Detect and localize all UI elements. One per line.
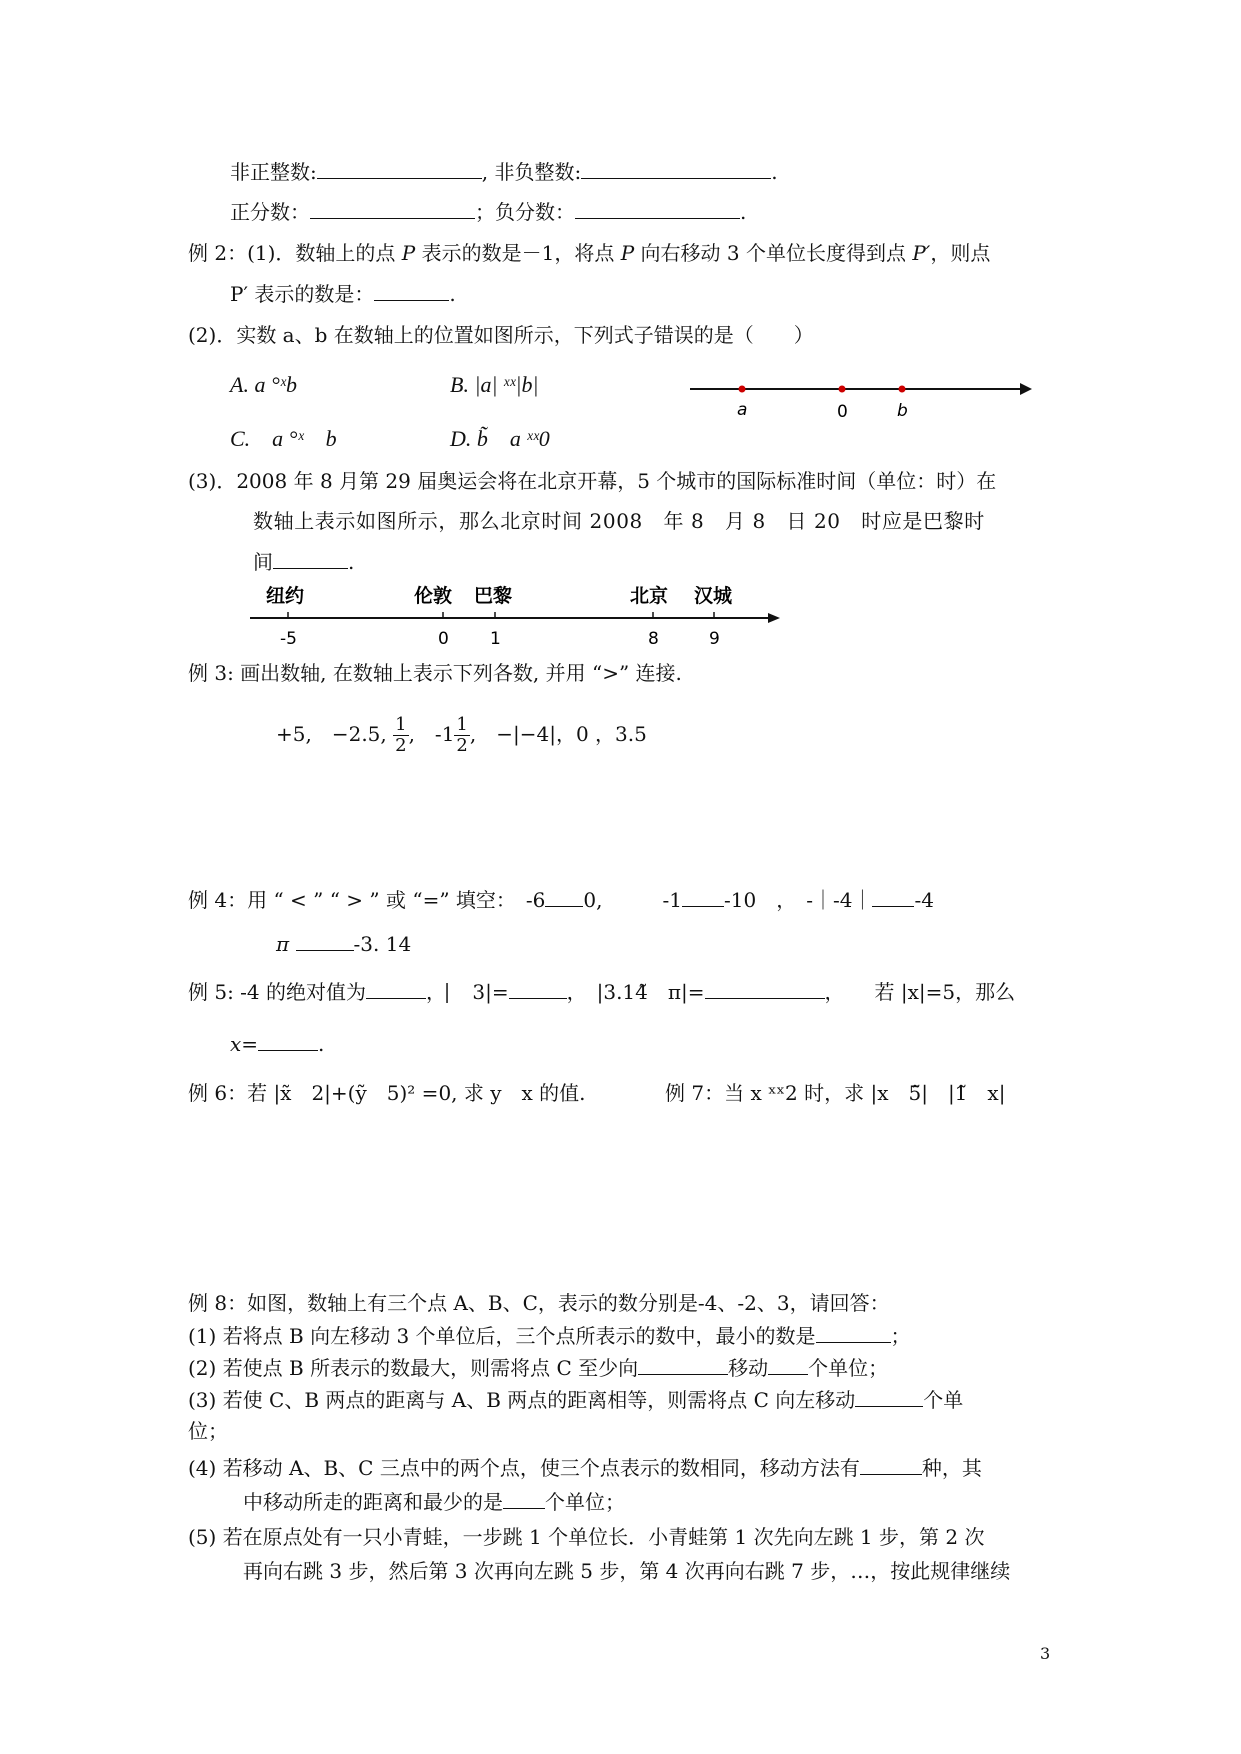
blank[interactable]: [366, 978, 426, 999]
point-0: [839, 386, 846, 393]
point-b: [899, 386, 906, 393]
label-zero: 0: [837, 402, 848, 422]
label-nonnegative: , 非负整数:: [481, 160, 582, 184]
arrow-icon: [1020, 383, 1032, 395]
text: 例 2：(1)．数轴上的点: [188, 241, 396, 265]
var-p: P: [401, 241, 416, 265]
option-b: B. |a| ˣˣ|b|: [450, 372, 539, 397]
example-2-part-3-cont2: [253, 548, 354, 575]
text: ；: [890, 1324, 911, 1348]
period: .: [348, 550, 355, 574]
blank[interactable]: [374, 280, 449, 301]
text: 间: [253, 550, 273, 574]
label-nonpositive: 非正整数:: [230, 160, 317, 184]
pi-symbol: π: [276, 932, 290, 956]
example-2-part-3-cont: [253, 508, 985, 534]
var-p-prime: P′: [912, 241, 931, 265]
example-8-part-1: [188, 1322, 911, 1349]
text: 种，其: [921, 1456, 982, 1480]
blank[interactable]: [682, 886, 724, 907]
text: 表示的数是－1，将点: [421, 241, 615, 265]
line-fractions: [230, 198, 746, 225]
text: -4: [914, 888, 934, 912]
blank[interactable]: [503, 1488, 545, 1509]
fraction-numerator: 1: [395, 714, 407, 735]
value-new-york: -5: [280, 629, 297, 649]
example-2-part-1-cont: [230, 280, 456, 307]
city-beijing: 北京: [630, 585, 669, 607]
blank[interactable]: [638, 1354, 728, 1375]
text: 0, -1: [583, 888, 682, 912]
value-london: 0: [438, 629, 449, 649]
example-2-part-3: [188, 468, 996, 494]
text: , -1: [408, 722, 455, 746]
blank[interactable]: [258, 1030, 318, 1051]
text: 数轴上表示如图所示，那么北京时间 2008 年 8 月 8 日 20 时应是巴黎时: [253, 509, 985, 533]
example-2-part-1: [188, 240, 990, 266]
example-8-part-3-cont: [188, 1418, 228, 1444]
blank[interactable]: [575, 198, 740, 219]
text: 向右移动 3 个单位长度得到点: [640, 241, 906, 265]
text: 位；: [188, 1419, 228, 1443]
example-8-part-4: [188, 1454, 982, 1481]
blank[interactable]: [509, 978, 567, 999]
city-new-york: 纽约: [266, 585, 305, 607]
blank[interactable]: [855, 1386, 923, 1407]
label-positive-fraction: 正分数：: [230, 200, 310, 224]
text: (1) 若将点 B 向左移动 3 个单位后，三个点所表示的数中，最小的数是: [188, 1324, 816, 1348]
text: 移动: [728, 1356, 769, 1380]
example-8-part-4-cont: [243, 1488, 625, 1515]
example-8-part-3: [188, 1386, 963, 1413]
example-6: [188, 1080, 586, 1106]
text: 例 4：用 “ < ” “ > ” 或 “=” 填空： -6: [188, 888, 546, 912]
blank[interactable]: [310, 198, 475, 219]
text: P′ 表示的数是：: [230, 282, 375, 306]
text: (2) 若使点 B 所表示的数最大，则需将点 C 至少向: [188, 1356, 639, 1380]
text: -3. 14: [353, 932, 412, 956]
label-b: b: [897, 401, 908, 421]
text: (4) 若移动 A、B、C 三点中的两个点，使三个点表示的数相同，移动方法有: [188, 1456, 860, 1480]
example-7: [665, 1080, 1005, 1106]
blank[interactable]: [705, 978, 825, 999]
period: .: [449, 282, 456, 306]
number-line-cities: [250, 578, 790, 658]
number-line-ab: [690, 375, 1035, 425]
city-paris: 巴黎: [474, 585, 513, 607]
text: 例 7：当 x ˣˣ2 时，求 |x 5̃| |1̃ x|: [665, 1081, 1006, 1105]
fraction-denominator: 2: [456, 735, 468, 756]
text: 再向右跳 3 步，然后第 3 次再向左跳 5 步，第 4 次再向右跳 7 步，…，按此规律继续: [243, 1559, 1011, 1583]
example-5: [188, 978, 1015, 1005]
question-text: (2)．实数 a、b 在数轴上的位置如图所示，下列式子错误的是（ ）: [188, 323, 814, 347]
blank[interactable]: [872, 886, 914, 907]
example-4-cont: [276, 930, 411, 957]
value-beijing: 8: [648, 629, 659, 649]
fraction-half: [393, 715, 408, 756]
example-3-numbers: [276, 712, 647, 756]
text: x=: [230, 1032, 259, 1056]
blank[interactable]: [296, 930, 354, 951]
city-seoul: 汉城: [694, 585, 733, 607]
text: 例 3: 画出数轴, 在数轴上表示下列各数, 并用 “>” 连接.: [188, 661, 682, 685]
page-number: 3: [1040, 1644, 1051, 1663]
text: (5) 若在原点处有一只小青蛙，一步跳 1 个单位长．小青蛙第 1 次先向左跳 1 步，第 2 次: [188, 1525, 985, 1549]
text: 个单位；: [808, 1356, 889, 1380]
text: , −|−4|，0 ，3.5: [469, 722, 647, 746]
fraction-half: [454, 715, 469, 756]
line-nonpositive-integers: [230, 158, 778, 185]
text: ，⎸ 3|=: [426, 980, 509, 1004]
city-london: 伦敦: [414, 585, 453, 607]
option-c: C. a °ˣ b: [230, 426, 337, 451]
label-a: a: [737, 400, 748, 420]
option-d: D. b̃ a ˣˣ0: [450, 426, 550, 451]
text: (3) 若使 C、B 两点的距离与 A、B 两点的距离相等，则需将点 C 向左移动: [188, 1388, 856, 1412]
point-a: [739, 386, 746, 393]
text: +5, −2.5,: [276, 722, 387, 746]
period: .: [740, 200, 747, 224]
text: 例 8：如图，数轴上有三个点 A、B、C，表示的数分别是-4、-2、3，请回答：: [188, 1291, 890, 1315]
period: .: [318, 1032, 325, 1056]
value-seoul: 9: [709, 629, 720, 649]
text: (3)．2008 年 8 月第 29 届奥运会将在北京开幕，5 个城市的国际标准时间（单位：时）在: [188, 469, 997, 493]
blank[interactable]: [816, 1322, 891, 1343]
text: 中移动所走的距离和最少的是: [243, 1490, 503, 1514]
example-2-part-2: [188, 322, 814, 348]
example-8-part-5: [188, 1524, 984, 1550]
label-negative-fraction: ；负分数：: [475, 200, 575, 224]
blank[interactable]: [581, 158, 771, 179]
blank[interactable]: [860, 1454, 922, 1475]
text: ，则点: [930, 241, 991, 265]
blank[interactable]: [545, 886, 583, 907]
fraction-numerator: 1: [456, 714, 468, 735]
text: 个单位；: [545, 1490, 625, 1514]
example-4: [188, 886, 934, 913]
example-5-cont: [230, 1030, 324, 1057]
text: ， |3.14̃ π|=: [566, 980, 705, 1004]
example-3: [188, 660, 682, 686]
arrow-icon: [768, 613, 780, 623]
blank[interactable]: [768, 1354, 808, 1375]
example-8-part-2: [188, 1354, 888, 1381]
text: -10 ， -｜-4｜: [723, 888, 873, 912]
blank[interactable]: [317, 158, 482, 179]
option-a: A. a °ˣb: [230, 372, 297, 397]
text: 例 6：若 |x̃ 2|+(ỹ 5)² =0, 求 y x 的值.: [188, 1081, 586, 1105]
example-8-part-5-cont: [243, 1558, 1010, 1584]
text: ， 若 |x|=5，那么: [824, 980, 1016, 1004]
period: .: [771, 160, 778, 184]
text: 个单: [923, 1388, 964, 1412]
blank[interactable]: [273, 548, 348, 569]
fraction-denominator: 2: [395, 735, 407, 756]
example-8: [188, 1290, 890, 1316]
var-p: P: [620, 241, 635, 265]
value-paris: 1: [490, 629, 501, 649]
text: 例 5: -4 的绝对值为: [188, 980, 367, 1004]
